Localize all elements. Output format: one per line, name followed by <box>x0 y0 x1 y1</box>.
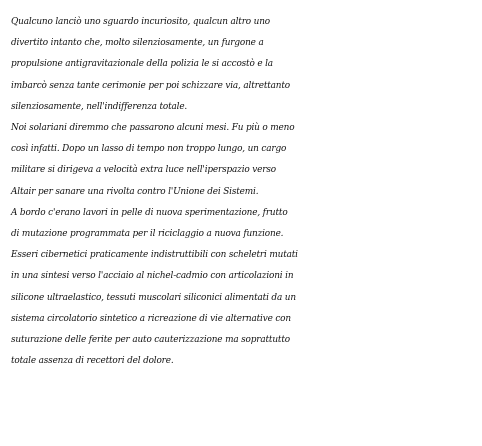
text-line-11: di mutazione programmata per il riciclaggio a nuova funzione. <box>11 229 284 240</box>
text-line-8: militare si dirigeva a velocità extra luce nell'iperspazio verso <box>11 165 276 176</box>
text-line-16: suturazione delle ferite per auto cauterizzazione ma soprattutto <box>11 335 290 346</box>
text-line-3: propulsione antigravitazionale della polizia le si accostò e la <box>11 59 273 70</box>
text-line-13: in una sintesi verso l'acciaio al nichel-cadmio con articolazioni in <box>11 271 294 282</box>
text-line-7: così infatti. Dopo un lasso di tempo non troppo lungo, un cargo <box>11 144 287 155</box>
text-line-14: silicone ultraelastico, tessuti muscolari siliconici alimentati da un <box>11 292 296 303</box>
text-line-17: totale assenza di recettori del dolore. <box>11 356 174 367</box>
text-line-1: Qualcuno lanciò uno sguardo incuriosito, qualcun altro uno <box>11 17 270 27</box>
text-line-4: imbarcò senza tante cerimonie per poi schizzare via, altrettanto <box>11 80 290 91</box>
text-line-2: divertito intanto che, molto silenziosamente, un furgone a <box>11 38 264 49</box>
text-line-15: sistema circolatorio sintetico a ricreazione di vie alternative con <box>11 313 291 324</box>
text-line-9: Altair per sanare una rivolta contro l'Unione dei Sistemi. <box>11 186 259 197</box>
text-line-12: Esseri cibernetici praticamente indistruttibili con scheletri mutati <box>11 250 298 261</box>
text-line-5: silenziosamente, nell'indifferenza totale. <box>11 101 188 112</box>
body-text <box>11 12 482 372</box>
text-line-10: A bordo c'erano lavori in pelle di nuova sperimentazione, frutto <box>11 207 288 218</box>
text-line-6: Noi solariani diremmo che passarono alcuni mesi. Fu più o meno <box>11 123 295 134</box>
